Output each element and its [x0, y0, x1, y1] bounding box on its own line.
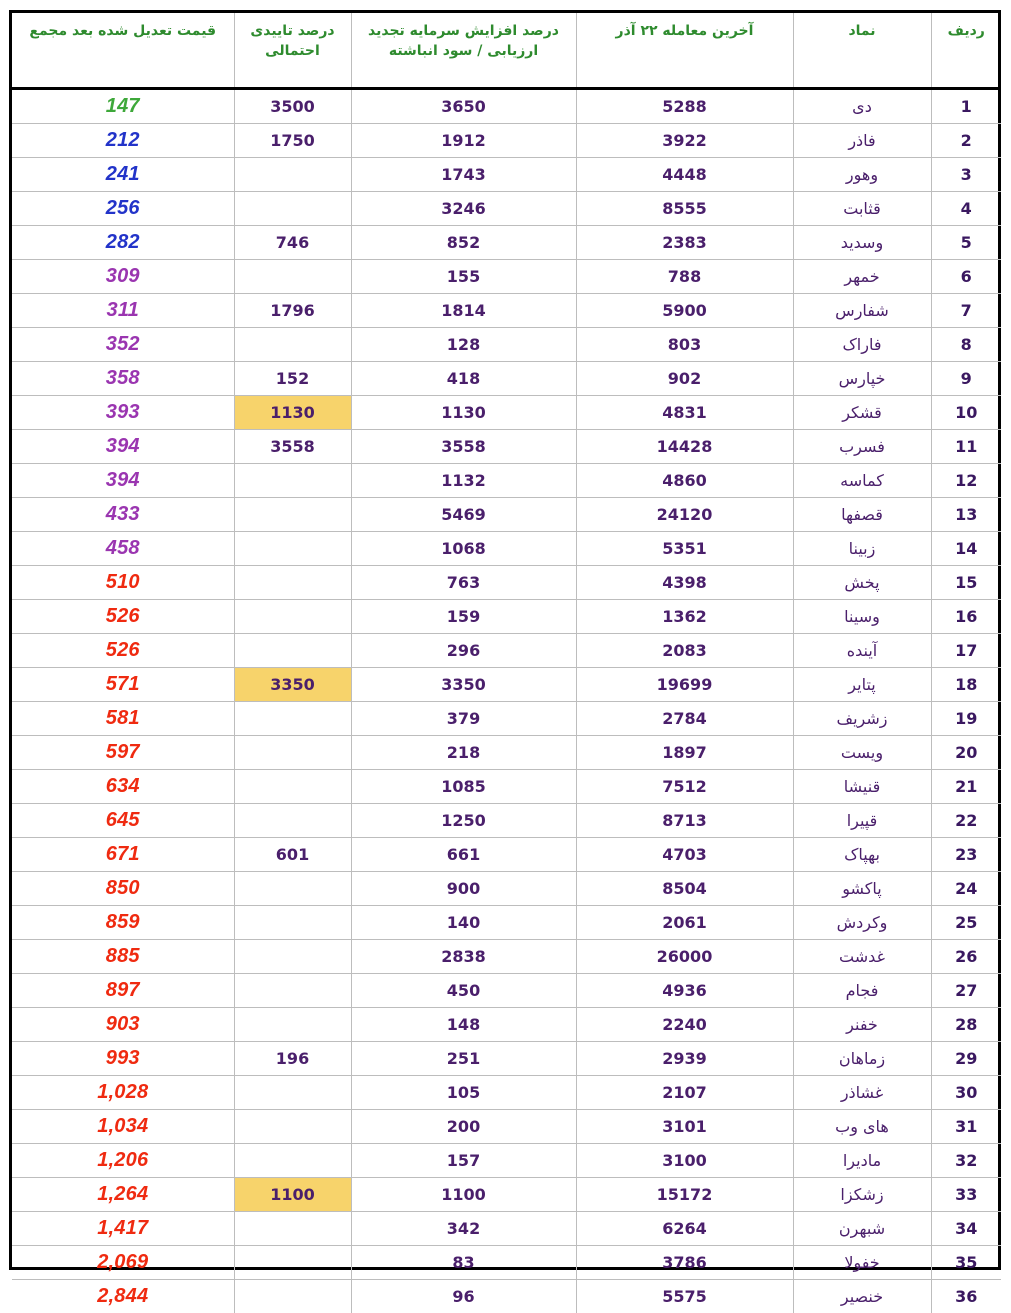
last-trade-cell: 3100 — [576, 1144, 793, 1178]
capital-increase-cell: 1912 — [351, 124, 576, 158]
capital-increase-cell: 852 — [351, 226, 576, 260]
row-index-cell: 4 — [931, 192, 1001, 226]
row-index-cell: 27 — [931, 974, 1001, 1008]
table-row — [12, 770, 1001, 804]
last-trade-cell: 803 — [576, 328, 793, 362]
symbol-cell: وهور — [793, 158, 931, 192]
adjusted-price-cell: 526 — [12, 600, 234, 634]
table-row — [12, 260, 1001, 294]
header-last-trade: آخرین معامله ۲۲ آذر — [576, 13, 793, 89]
adjusted-price-cell: 212 — [12, 124, 234, 158]
capital-increase-cell: 661 — [351, 838, 576, 872]
symbol-cell: خپارس — [793, 362, 931, 396]
header-probable-line1: درصد تاییدی — [239, 21, 347, 41]
adjusted-price-cell: 850 — [12, 872, 234, 906]
symbol-cell: قشکر — [793, 396, 931, 430]
probable-approval-cell — [234, 634, 351, 668]
capital-increase-cell: 1100 — [351, 1178, 576, 1212]
last-trade-cell: 2061 — [576, 906, 793, 940]
header-probable-approval — [234, 13, 351, 89]
table-row — [12, 430, 1001, 464]
symbol-cell: آینده — [793, 634, 931, 668]
probable-approval-cell: 746 — [234, 226, 351, 260]
row-index-cell: 11 — [931, 430, 1001, 464]
capital-increase-cell: 218 — [351, 736, 576, 770]
last-trade-cell: 4703 — [576, 838, 793, 872]
adjusted-price-cell: 394 — [12, 430, 234, 464]
header-probable-line2: احتمالی — [239, 41, 347, 61]
probable-approval-cell — [234, 906, 351, 940]
adjusted-price-cell: 581 — [12, 702, 234, 736]
symbol-cell: غشاذر — [793, 1076, 931, 1110]
capital-increase-cell: 1814 — [351, 294, 576, 328]
symbol-cell: غدشت — [793, 940, 931, 974]
probable-approval-cell — [234, 260, 351, 294]
last-trade-cell: 5351 — [576, 532, 793, 566]
row-index-cell: 3 — [931, 158, 1001, 192]
probable-approval-cell — [234, 1212, 351, 1246]
row-index-cell: 36 — [931, 1280, 1001, 1313]
adjusted-price-cell: 393 — [12, 396, 234, 430]
adjusted-price-cell: 645 — [12, 804, 234, 838]
capital-increase-cell: 1743 — [351, 158, 576, 192]
last-trade-cell: 8555 — [576, 192, 793, 226]
capital-increase-cell: 128 — [351, 328, 576, 362]
last-trade-cell: 5288 — [576, 89, 793, 124]
table-row — [12, 1280, 1001, 1313]
last-trade-cell: 3101 — [576, 1110, 793, 1144]
capital-increase-cell: 140 — [351, 906, 576, 940]
probable-approval-cell — [234, 974, 351, 1008]
adjusted-price-cell: 885 — [12, 940, 234, 974]
row-index-cell: 21 — [931, 770, 1001, 804]
last-trade-cell: 4448 — [576, 158, 793, 192]
table-row — [12, 1144, 1001, 1178]
table-row — [12, 634, 1001, 668]
adjusted-price-cell: 358 — [12, 362, 234, 396]
symbol-cell: شفارس — [793, 294, 931, 328]
probable-approval-cell — [234, 736, 351, 770]
last-trade-cell: 19699 — [576, 668, 793, 702]
last-trade-cell: 2939 — [576, 1042, 793, 1076]
last-trade-cell: 5900 — [576, 294, 793, 328]
symbol-cell: زماهان — [793, 1042, 931, 1076]
symbol-cell: زشکزا — [793, 1178, 931, 1212]
table-row — [12, 906, 1001, 940]
row-index-cell: 17 — [931, 634, 1001, 668]
probable-approval-cell — [234, 566, 351, 600]
capital-increase-cell: 3350 — [351, 668, 576, 702]
capital-increase-cell: 96 — [351, 1280, 576, 1313]
last-trade-cell: 7512 — [576, 770, 793, 804]
symbol-cell: بهپاک — [793, 838, 931, 872]
table-row — [12, 1076, 1001, 1110]
adjusted-price-cell: 282 — [12, 226, 234, 260]
row-index-cell: 23 — [931, 838, 1001, 872]
row-index-cell: 25 — [931, 906, 1001, 940]
capital-increase-cell: 105 — [351, 1076, 576, 1110]
table-row — [12, 600, 1001, 634]
capital-increase-cell: 379 — [351, 702, 576, 736]
adjusted-price-cell: 1,206 — [12, 1144, 234, 1178]
table-row — [12, 158, 1001, 192]
table-row — [12, 89, 1001, 124]
last-trade-cell: 3922 — [576, 124, 793, 158]
adjusted-price-cell: 634 — [12, 770, 234, 804]
row-index-cell: 2 — [931, 124, 1001, 158]
table-row — [12, 396, 1001, 430]
probable-approval-cell — [234, 1246, 351, 1280]
capital-increase-cell: 155 — [351, 260, 576, 294]
probable-approval-cell — [234, 600, 351, 634]
symbol-cell: پاکشو — [793, 872, 931, 906]
capital-increase-cell: 900 — [351, 872, 576, 906]
table-row — [12, 736, 1001, 770]
row-index-cell: 15 — [931, 566, 1001, 600]
adjusted-price-cell: 2,844 — [12, 1280, 234, 1313]
probable-approval-cell — [234, 464, 351, 498]
adjusted-price-cell: 1,028 — [12, 1076, 234, 1110]
last-trade-cell: 4398 — [576, 566, 793, 600]
probable-approval-cell — [234, 940, 351, 974]
adjusted-price-cell: 510 — [12, 566, 234, 600]
table-row — [12, 328, 1001, 362]
row-index-cell: 29 — [931, 1042, 1001, 1076]
symbol-cell: فجام — [793, 974, 931, 1008]
adjusted-price-cell: 311 — [12, 294, 234, 328]
symbol-cell: کماسه — [793, 464, 931, 498]
header-capital-increase-line2: ارزیابی / سود انباشته — [356, 41, 572, 61]
symbol-cell: وسدید — [793, 226, 931, 260]
last-trade-cell: 24120 — [576, 498, 793, 532]
row-index-cell: 33 — [931, 1178, 1001, 1212]
probable-approval-cell — [234, 1008, 351, 1042]
adjusted-price-cell: 671 — [12, 838, 234, 872]
adjusted-price-cell: 352 — [12, 328, 234, 362]
probable-approval-cell: 152 — [234, 362, 351, 396]
symbol-cell: خمهر — [793, 260, 931, 294]
symbol-cell: خنصیر — [793, 1280, 931, 1313]
probable-approval-cell — [234, 702, 351, 736]
adjusted-price-cell: 597 — [12, 736, 234, 770]
capital-increase-cell: 1130 — [351, 396, 576, 430]
adjusted-price-cell: 433 — [12, 498, 234, 532]
table-row — [12, 362, 1001, 396]
table-row — [12, 702, 1001, 736]
row-index-cell: 16 — [931, 600, 1001, 634]
probable-approval-cell — [234, 804, 351, 838]
capital-increase-cell: 418 — [351, 362, 576, 396]
probable-approval-cell: 1100 — [234, 1178, 351, 1212]
capital-increase-cell: 200 — [351, 1110, 576, 1144]
table-body — [12, 89, 1001, 1313]
last-trade-cell: 1362 — [576, 600, 793, 634]
header-row-index: ردیف — [931, 13, 1001, 89]
capital-increase-cell: 296 — [351, 634, 576, 668]
last-trade-cell: 4860 — [576, 464, 793, 498]
symbol-cell: وکردش — [793, 906, 931, 940]
probable-approval-cell — [234, 498, 351, 532]
last-trade-cell: 1897 — [576, 736, 793, 770]
header-capital-increase — [351, 13, 576, 89]
last-trade-cell: 2083 — [576, 634, 793, 668]
last-trade-cell: 3786 — [576, 1246, 793, 1280]
probable-approval-cell — [234, 532, 351, 566]
row-index-cell: 22 — [931, 804, 1001, 838]
table-row — [12, 804, 1001, 838]
capital-increase-cell: 3650 — [351, 89, 576, 124]
capital-increase-cell: 159 — [351, 600, 576, 634]
symbol-cell: خفنر — [793, 1008, 931, 1042]
row-index-cell: 30 — [931, 1076, 1001, 1110]
symbol-cell: مادیرا — [793, 1144, 931, 1178]
table-row — [12, 1008, 1001, 1042]
capital-increase-cell: 1132 — [351, 464, 576, 498]
adjusted-price-cell: 2,069 — [12, 1246, 234, 1280]
table-row — [12, 226, 1001, 260]
adjusted-price-cell: 241 — [12, 158, 234, 192]
symbol-cell: فاذر — [793, 124, 931, 158]
symbol-cell: قپیرا — [793, 804, 931, 838]
probable-approval-cell — [234, 158, 351, 192]
adjusted-price-cell: 859 — [12, 906, 234, 940]
probable-approval-cell: 1130 — [234, 396, 351, 430]
capital-increase-cell: 157 — [351, 1144, 576, 1178]
header-adjusted-price: قیمت تعدیل شده بعد مجمع — [12, 13, 234, 89]
last-trade-cell: 4936 — [576, 974, 793, 1008]
row-index-cell: 32 — [931, 1144, 1001, 1178]
row-index-cell: 18 — [931, 668, 1001, 702]
adjusted-price-cell: 1,034 — [12, 1110, 234, 1144]
table-row — [12, 668, 1001, 702]
capital-increase-cell: 1250 — [351, 804, 576, 838]
symbol-cell: فاراک — [793, 328, 931, 362]
table-row — [12, 464, 1001, 498]
capital-increase-cell: 450 — [351, 974, 576, 1008]
row-index-cell: 35 — [931, 1246, 1001, 1280]
symbol-cell: دی — [793, 89, 931, 124]
adjusted-price-cell: 458 — [12, 532, 234, 566]
table-row — [12, 1178, 1001, 1212]
table-row — [12, 872, 1001, 906]
capital-increase-cell: 1085 — [351, 770, 576, 804]
row-index-cell: 6 — [931, 260, 1001, 294]
capital-increase-table — [9, 10, 1001, 1270]
table-row — [12, 1110, 1001, 1144]
adjusted-price-cell: 147 — [12, 89, 234, 124]
adjusted-price-cell: 256 — [12, 192, 234, 226]
probable-approval-cell: 3350 — [234, 668, 351, 702]
table-row — [12, 294, 1001, 328]
adjusted-price-cell: 394 — [12, 464, 234, 498]
row-index-cell: 20 — [931, 736, 1001, 770]
row-index-cell: 12 — [931, 464, 1001, 498]
symbol-cell: شبهرن — [793, 1212, 931, 1246]
probable-approval-cell: 601 — [234, 838, 351, 872]
table-row — [12, 1042, 1001, 1076]
adjusted-price-cell: 903 — [12, 1008, 234, 1042]
last-trade-cell: 8713 — [576, 804, 793, 838]
table-row — [12, 940, 1001, 974]
last-trade-cell: 2240 — [576, 1008, 793, 1042]
probable-approval-cell: 196 — [234, 1042, 351, 1076]
table-row — [12, 838, 1001, 872]
probable-approval-cell — [234, 192, 351, 226]
symbol-cell: زشریف — [793, 702, 931, 736]
capital-increase-cell: 2838 — [351, 940, 576, 974]
capital-increase-cell: 148 — [351, 1008, 576, 1042]
probable-approval-cell — [234, 1076, 351, 1110]
capital-increase-cell: 5469 — [351, 498, 576, 532]
adjusted-price-cell: 897 — [12, 974, 234, 1008]
last-trade-cell: 2383 — [576, 226, 793, 260]
data-table — [12, 13, 1001, 1313]
symbol-cell: پخش — [793, 566, 931, 600]
probable-approval-cell — [234, 1280, 351, 1313]
symbol-cell: خفولا — [793, 1246, 931, 1280]
probable-approval-cell — [234, 770, 351, 804]
capital-increase-cell: 83 — [351, 1246, 576, 1280]
table-row — [12, 124, 1001, 158]
last-trade-cell: 26000 — [576, 940, 793, 974]
adjusted-price-cell: 571 — [12, 668, 234, 702]
symbol-cell: قثابت — [793, 192, 931, 226]
row-index-cell: 8 — [931, 328, 1001, 362]
row-index-cell: 28 — [931, 1008, 1001, 1042]
symbol-cell: ویست — [793, 736, 931, 770]
capital-increase-cell: 763 — [351, 566, 576, 600]
symbol-cell: قنیشا — [793, 770, 931, 804]
row-index-cell: 26 — [931, 940, 1001, 974]
capital-increase-cell: 3558 — [351, 430, 576, 464]
capital-increase-cell: 251 — [351, 1042, 576, 1076]
probable-approval-cell — [234, 872, 351, 906]
probable-approval-cell: 1796 — [234, 294, 351, 328]
last-trade-cell: 902 — [576, 362, 793, 396]
probable-approval-cell: 3500 — [234, 89, 351, 124]
row-index-cell: 1 — [931, 89, 1001, 124]
adjusted-price-cell: 993 — [12, 1042, 234, 1076]
table-row — [12, 566, 1001, 600]
probable-approval-cell — [234, 1110, 351, 1144]
last-trade-cell: 4831 — [576, 396, 793, 430]
symbol-cell: وسینا — [793, 600, 931, 634]
header-symbol: نماد — [793, 13, 931, 89]
capital-increase-cell: 3246 — [351, 192, 576, 226]
table-row — [12, 532, 1001, 566]
row-index-cell: 7 — [931, 294, 1001, 328]
adjusted-price-cell: 1,264 — [12, 1178, 234, 1212]
last-trade-cell: 5575 — [576, 1280, 793, 1313]
header-capital-increase-line1: درصد افزایش سرمایه تجدید — [356, 21, 572, 41]
row-index-cell: 5 — [931, 226, 1001, 260]
row-index-cell: 19 — [931, 702, 1001, 736]
last-trade-cell: 2107 — [576, 1076, 793, 1110]
probable-approval-cell — [234, 328, 351, 362]
capital-increase-cell: 342 — [351, 1212, 576, 1246]
table-row — [12, 192, 1001, 226]
last-trade-cell: 2784 — [576, 702, 793, 736]
symbol-cell: قصفها — [793, 498, 931, 532]
probable-approval-cell: 1750 — [234, 124, 351, 158]
table-row — [12, 498, 1001, 532]
symbol-cell: فسرب — [793, 430, 931, 464]
symbol-cell: های وب — [793, 1110, 931, 1144]
row-index-cell: 9 — [931, 362, 1001, 396]
adjusted-price-cell: 309 — [12, 260, 234, 294]
row-index-cell: 10 — [931, 396, 1001, 430]
row-index-cell: 13 — [931, 498, 1001, 532]
last-trade-cell: 15172 — [576, 1178, 793, 1212]
adjusted-price-cell: 526 — [12, 634, 234, 668]
table-row — [12, 1212, 1001, 1246]
symbol-cell: زبینا — [793, 532, 931, 566]
row-index-cell: 24 — [931, 872, 1001, 906]
probable-approval-cell: 3558 — [234, 430, 351, 464]
symbol-cell: پتایر — [793, 668, 931, 702]
header-row — [12, 13, 1001, 89]
adjusted-price-cell: 1,417 — [12, 1212, 234, 1246]
table-row — [12, 974, 1001, 1008]
row-index-cell: 14 — [931, 532, 1001, 566]
capital-increase-cell: 1068 — [351, 532, 576, 566]
table-row — [12, 1246, 1001, 1280]
last-trade-cell: 8504 — [576, 872, 793, 906]
probable-approval-cell — [234, 1144, 351, 1178]
row-index-cell: 31 — [931, 1110, 1001, 1144]
last-trade-cell: 788 — [576, 260, 793, 294]
last-trade-cell: 6264 — [576, 1212, 793, 1246]
last-trade-cell: 14428 — [576, 430, 793, 464]
row-index-cell: 34 — [931, 1212, 1001, 1246]
